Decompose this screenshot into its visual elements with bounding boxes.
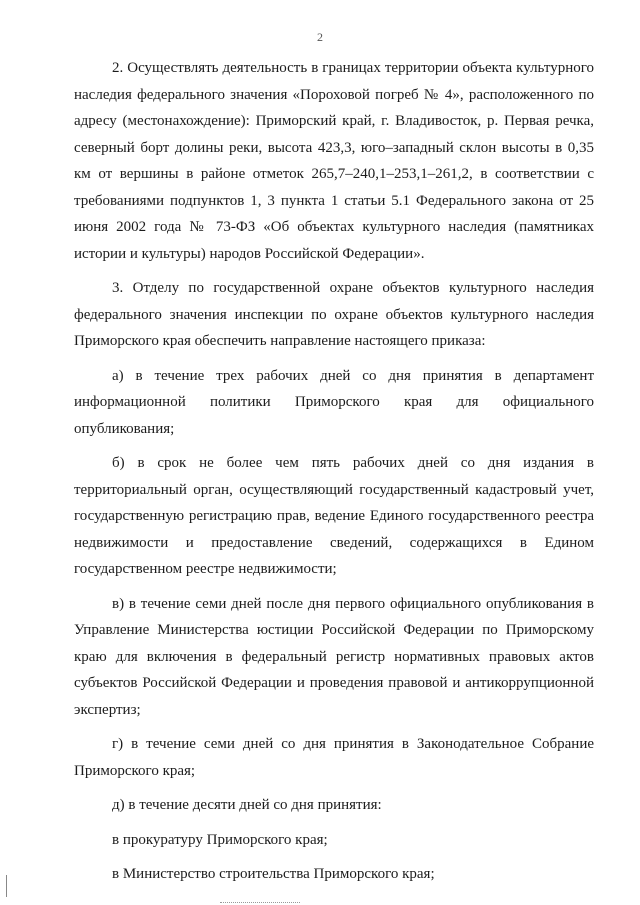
page-number: 2 [317, 30, 323, 44]
paragraph-ministry: в Министерство строительства Приморского края; [112, 866, 435, 882]
paragraph-subitem-g: г) в течение семи дней со дня принятия в Законодательное Собрание Приморского края; [74, 736, 594, 779]
paragraph-item-3: 3. Отделу по государственной охране объектов культурного наследия федерального значения инспекции по охране объектов культурного наследия Приморского края обеспечить направление настоящего приказа: [74, 280, 594, 349]
paragraph-subitem-a: а) в течение трех рабочих дней со дня принятия в департамент информационной политики Приморского края для официального опубликования; [74, 367, 594, 437]
paragraph-subitem-b: б) в срок не более чем пять рабочих дней со дня издания в территориальный орган, осуществляющий государственный кадастровый учет, государственную регистрацию прав, ведение Единого государственного реестра недвижимости и предоставление сведений, содержащихся в Едином государственном реестре недвижимости; [74, 455, 594, 577]
scan-bottom-mark [220, 901, 300, 903]
paragraph-item-2: 2. Осуществлять деятельность в границах территории объекта культурного наследия федерального значения «Пороховой погреб № 4», расположенного по адресу (местонахождение): Приморский край, г. Владивосток, р. Первая речка, северный борт долины реки, высота 423,3, юго–западный склон высоты в 0,35 км от вершины в районе отметок 265,7–240,1–253,1–261,2, в соответствии с требованиями подпунктов 1, 3 пункта 1 статьи 5.1 Федерального закона от 25 июня 2002 года № 73-ФЗ «Об объектах культурного наследия (памятниках истории и культуры) народов Российской Федерации». [74, 60, 594, 262]
paragraph-subitem-d: д) в течение десяти дней со дня принятия: [112, 797, 382, 813]
scan-edge-mark [6, 875, 7, 897]
paragraph-prosecutor: в прокуратуру Приморского края; [112, 831, 328, 848]
paragraph-subitem-v: в) в течение семи дней после дня первого официального опубликования в Управление Министерства юстиции Российской Федерации по Приморскому краю для включения в федеральный регистр нормативных правовых актов субъектов Российской Федерации и проведения правовой и антикоррупционной экспертиз; [74, 595, 594, 718]
document-body [74, 55, 594, 888]
